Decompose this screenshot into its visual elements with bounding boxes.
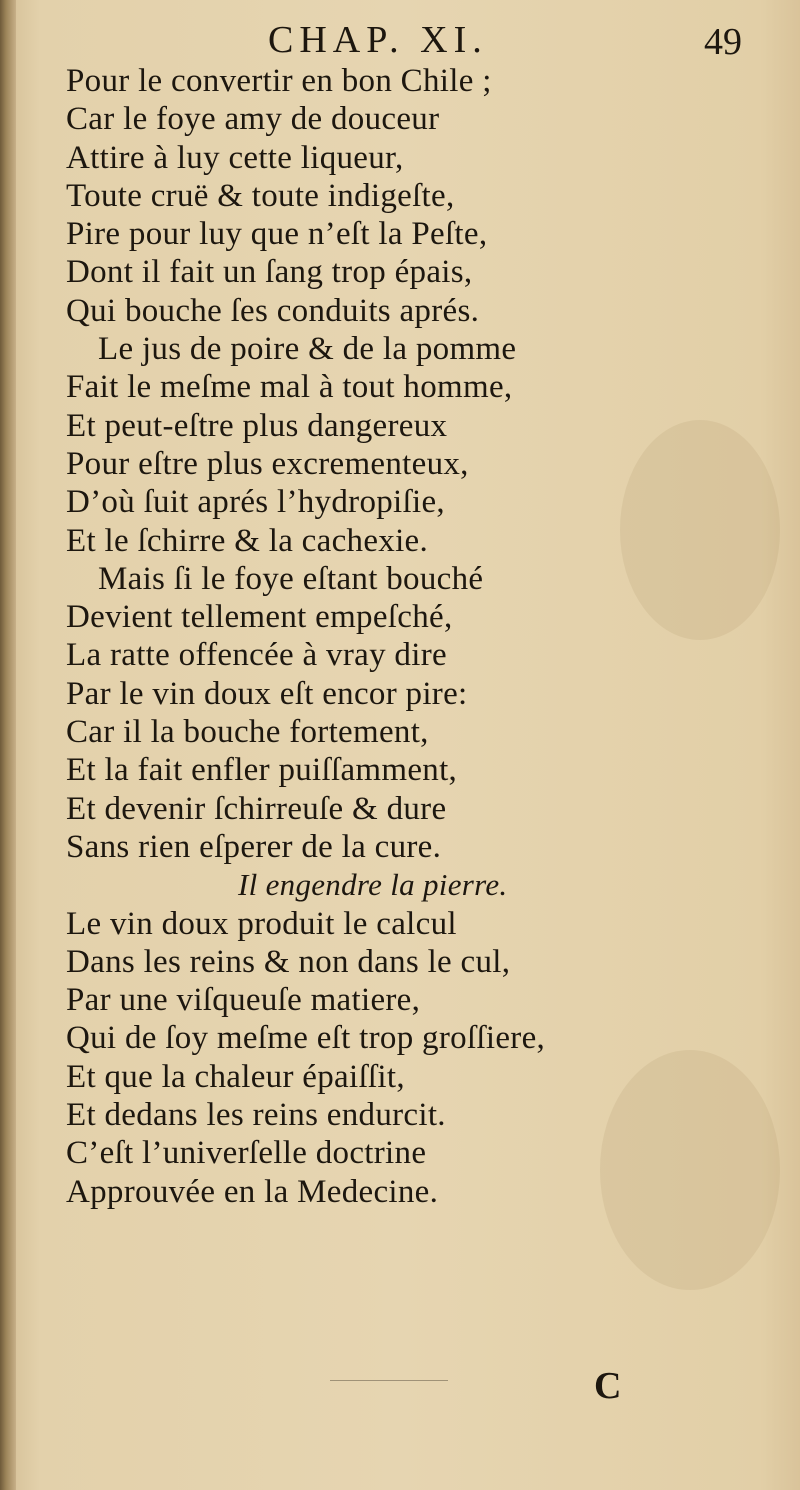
verse-line: Qui bouche ſes conduits aprés. [66,292,480,329]
verse-line: Pour eſtre plus excrementeux, [66,445,469,482]
verse-line: Approuvée en la Medecine. [66,1173,439,1210]
verse-line: Par le vin doux eſt encor pire: [66,675,468,712]
verse-line: Mais ſi le foye eſtant bouché [98,560,484,597]
poem-text [66,62,706,1211]
catchword: C [594,1365,622,1407]
verse-line: Et la fait enfler puiſſamment, [66,752,458,789]
verse-line: Attire à luy cette liqueur, [66,139,404,176]
verse-line: Et le ſchirre & la cachexie. [66,522,429,559]
underline-rule [330,1380,448,1381]
verse-line: Le jus de poire & de la pomme [98,331,517,368]
running-header [0,14,800,64]
verse-line: Devient tellement empeſché, [66,599,453,636]
verse-line: Dont il fait un ſang trop épais, [66,254,473,291]
verse-line: Toute cruë & toute indigeſte, [66,177,455,214]
verse-line: Le vin doux produit le calcul [66,905,457,942]
section-heading: Il engendre la pierre. [238,867,508,903]
verse-line: D’où ſuit aprés l’hydropiſie, [66,484,445,521]
page-number: 49 [704,21,742,63]
verse-line: Dans les reins & non dans le cul, [66,943,511,980]
verse-line: Et que la chaleur épaiſſit, [66,1058,405,1095]
verse-line: Car le foye amy de douceur [66,101,440,138]
verse-line: Car il la bouche fortement, [66,714,429,751]
verse-line: Et dedans les reins endurcit. [66,1097,446,1134]
chapter-title: CHAP. XI. [268,19,488,61]
page-binding-edge [0,0,16,1490]
verse-line: Et peut-eſtre plus dangereux [66,407,448,444]
verse-line: Pire pour luy que n’eſt la Peſte, [66,216,488,253]
verse-line: Pour le convertir en bon Chile ; [66,63,492,99]
verse-line: Et devenir ſchirreuſe & dure [66,790,447,827]
verse-line: C’eſt l’univerſelle doctrine [66,1135,427,1172]
verse-line: Sans rien eſperer de la cure. [66,828,442,865]
verse-line: Fait le meſme mal à tout homme, [66,369,513,406]
verse-line: La ratte offencée à vray dire [66,637,447,674]
verse-line: Qui de ſoy meſme eſt trop groſſiere, [66,1020,546,1057]
verse-line: Par une viſqueuſe matiere, [66,982,421,1019]
